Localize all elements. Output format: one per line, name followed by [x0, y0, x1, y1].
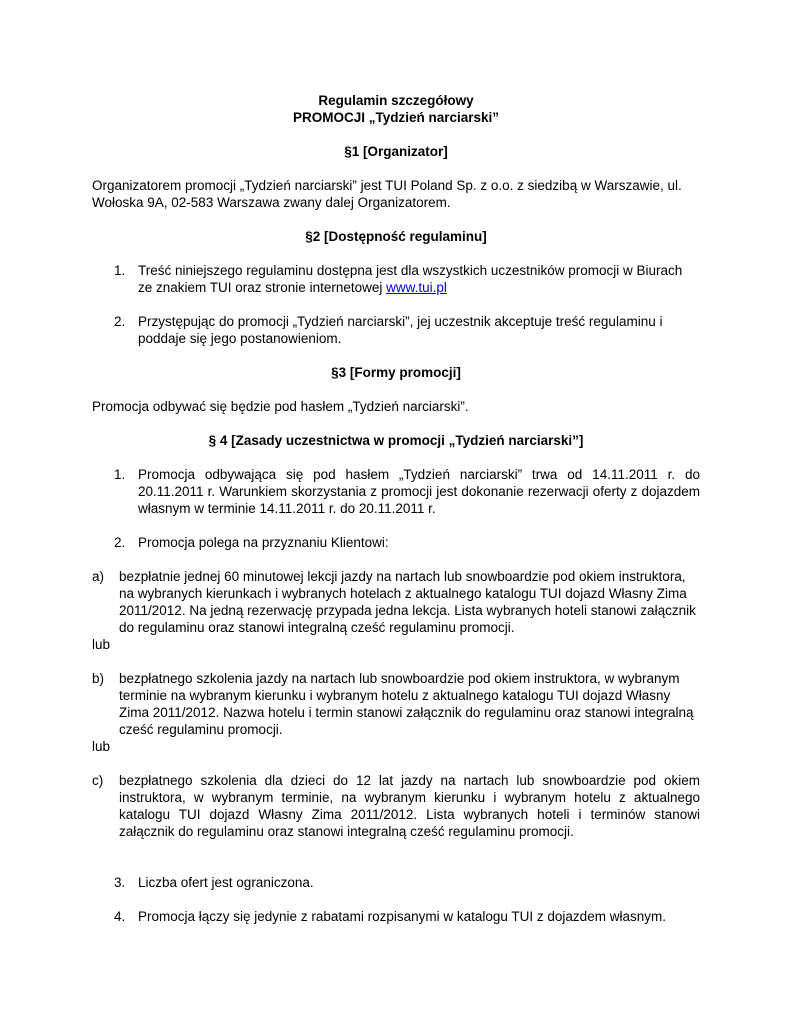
section-4-heading: § 4 [Zasady uczestnictwa w promocji „Tydzień narciarski”]: [208, 433, 584, 448]
list-number: 4.: [114, 909, 126, 924]
lub-separator-2: lub: [92, 739, 111, 754]
list-number: 3.: [114, 875, 126, 890]
section-4-item-1-text: Promocja odbywająca się pod hasłem „Tydzień narciarski” trwa od 14.11.2011 r. do 20.11.2011 r. Warunkiem skorzystania z promocji jest dokonanie rezerwacji oferty z dojazdem własnym w terminie 14.11.2011 r. do 20.11.2011 r.: [138, 467, 700, 516]
list-letter: b): [92, 671, 105, 686]
subitem-c-text: bezpłatnego szkolenia dla dzieci do 12 lat jazdy na nartach lub snowboardzie pod okiem instruktora, w wybranym terminie, na wybranym kierunku i wybranym hotelu z aktualnego katalogu TUI dojazd Własny Zima 2011/2012. Lista wybranych hoteli i terminów stanowi załącznik do regulaminu oraz stanowi integralną cześć regulaminu promocji.: [119, 773, 700, 839]
subitem-b-text: bezpłatnego szkolenia jazdy na nartach lub snowboardzie pod okiem instruktora, w wybranym terminie na wybranym kierunku i wybranym hotelu z aktualnego katalogu TUI dojazd Własny Zima 2011/2012. Nazwa hotelu i termin stanowi załącznik do regulaminu oraz stanowi integralną cześć regulaminu promocji.: [119, 671, 694, 737]
section-2-item-2-text: Przystępując do promocji „Tydzień narciarski”, jej uczestnik akceptuje treść regulaminu i poddaje się jego postanowieniom.: [138, 314, 663, 346]
lub-separator-1: lub: [92, 637, 111, 652]
section-2-item-1-text: Treść niniejszego regulaminu dostępna jest dla wszystkich uczestników promocji w Biurach ze znakiem TUI oraz stronie internetowej: [138, 263, 683, 295]
section-4-item-2: [92, 534, 700, 551]
list-number: 1.: [114, 263, 126, 278]
subitem-c: [92, 772, 700, 840]
subitem-a: [92, 568, 700, 636]
section-4-item-3-text: Liczba ofert jest ograniczona.: [138, 875, 314, 890]
subitem-a-text: bezpłatnie jednej 60 minutowej lekcji jazdy na nartach lub snowboardzie pod okiem instruktora, na wybranych kierunkach i wybranych hotelach z aktualnego katalogu TUI dojazd Własny Zima 2011/2012. Na jedną rezerwację przypada jedna lekcja. Lista wybranych hoteli stanowi załącznik do regulaminu oraz stanowi integralną cześć regulaminu promocji.: [119, 569, 696, 635]
section-4-item-2-text: Promocja polega na przyznaniu Klientowi:: [138, 535, 389, 550]
section-4-item-4-text: Promocja łączy się jedynie z rabatami rozpisanymi w katalogu TUI z dojazdem własnym.: [138, 909, 666, 924]
list-number: 1.: [114, 467, 126, 482]
tui-website-link[interactable]: www.tui.pl: [386, 280, 447, 295]
section-2-item-2: [92, 313, 700, 347]
section-1-text: Organizatorem promocji „Tydzień narciarski” jest TUI Poland Sp. z o.o. z siedzibą w Warszawie, ul. Wołoska 9A, 02-583 Warszawa zwany dalej Organizatorem.: [92, 178, 682, 210]
section-2-heading: §2 [Dostępność regulaminu]: [305, 229, 487, 244]
section-4-item-1: [92, 466, 700, 517]
subitem-b: [92, 670, 700, 738]
title-line-1: Regulamin szczegółowy: [318, 93, 474, 108]
list-number: 2.: [114, 535, 126, 550]
document-title: [92, 92, 700, 126]
title-line-2: PROMOCJI „Tydzień narciarski”: [292, 110, 500, 125]
document-page: [92, 92, 700, 925]
section-1-heading: §1 [Organizator]: [344, 144, 448, 159]
list-number: 2.: [114, 314, 126, 329]
section-4-item-3: [92, 874, 700, 891]
section-3-text: Promocja odbywać się będzie pod hasłem „Tydzień narciarski”.: [92, 399, 469, 414]
list-letter: c): [92, 773, 104, 788]
section-3-heading: §3 [Formy promocji]: [331, 365, 461, 380]
section-2-item-1: [92, 262, 700, 296]
list-letter: a): [92, 569, 105, 584]
section-4-item-4: [92, 908, 700, 925]
